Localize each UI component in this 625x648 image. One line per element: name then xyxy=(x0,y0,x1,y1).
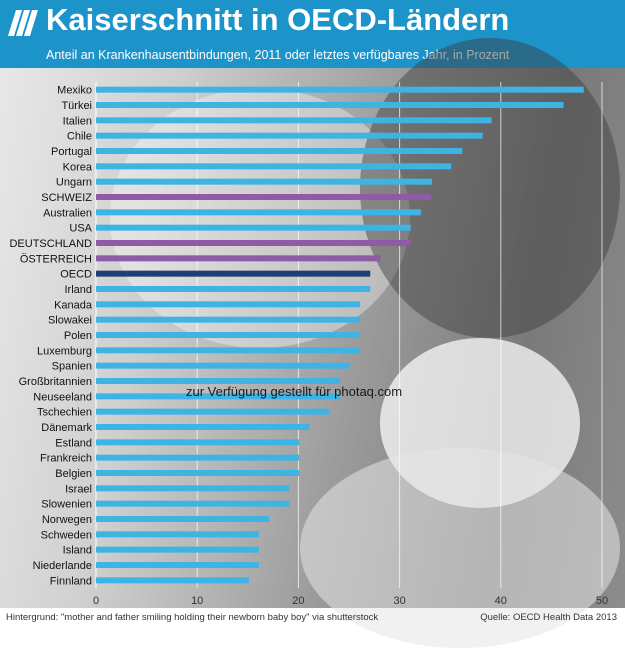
bar-österreich xyxy=(96,255,380,261)
bar-finnland xyxy=(96,577,249,583)
x-tick-label: 50 xyxy=(595,595,609,607)
bar-estland xyxy=(96,439,299,445)
category-label: Israel xyxy=(65,483,92,496)
category-label: OECD xyxy=(60,268,92,281)
category-label: ÖSTERREICH xyxy=(19,253,92,266)
chart-subtitle: Anteil an Krankenhausentbindungen, 2011 oder letztes verfügbares Jahr, in Prozent xyxy=(46,48,510,62)
bar-frankreich xyxy=(96,455,299,461)
bar-korea xyxy=(96,163,451,169)
category-label: Australien xyxy=(43,207,92,220)
category-label: Estland xyxy=(55,437,92,450)
category-label: Dänemark xyxy=(41,422,92,434)
bar-israel xyxy=(96,485,289,491)
bar-türkei xyxy=(96,102,564,108)
bar-usa xyxy=(96,225,411,231)
x-tick-label: 0 xyxy=(92,595,100,607)
bar-schweiz xyxy=(96,194,431,200)
chart-title: Kaiserschnitt in OECD-Ländern xyxy=(46,2,510,37)
category-label: Großbritannien xyxy=(18,376,92,388)
category-label: Türkei xyxy=(61,100,92,112)
x-tick-label: 10 xyxy=(191,595,204,607)
bar-luxemburg xyxy=(96,347,360,353)
bar-niederlande xyxy=(96,562,259,568)
category-label: Spanien xyxy=(51,360,92,373)
category-label: Italien xyxy=(62,115,92,128)
source-note: Quelle: OECD Health Data 2013 xyxy=(480,612,617,623)
category-label: Neuseeland xyxy=(33,391,92,404)
bar-tschechien xyxy=(96,409,330,415)
category-label: Irland xyxy=(64,284,92,296)
category-label: Ungarn xyxy=(55,176,92,189)
category-label: Luxemburg xyxy=(36,345,92,358)
bar-irland xyxy=(96,286,370,292)
bar-chile xyxy=(96,133,483,139)
bar-spanien xyxy=(96,363,350,369)
x-tick-label: 40 xyxy=(494,595,507,607)
category-label: Slowenien xyxy=(41,498,92,511)
bar-island xyxy=(96,547,259,553)
category-label: USA xyxy=(69,222,92,235)
category-label: Finnland xyxy=(49,575,92,588)
category-label: Slowakei xyxy=(47,314,92,327)
category-label: Korea xyxy=(62,161,92,174)
category-label: Frankreich xyxy=(40,452,92,465)
bar-oecd xyxy=(96,271,370,277)
bar-italien xyxy=(96,117,492,123)
bar-kanada xyxy=(96,301,360,307)
bar-dänemark xyxy=(96,424,310,430)
category-label: Island xyxy=(62,544,92,557)
bar-group xyxy=(96,87,584,584)
category-label: Mexiko xyxy=(57,84,92,97)
background-credit: Hintergrund: "mother and father smiling holding their newborn baby boy" via shutterstock xyxy=(6,612,379,623)
bar-mexiko xyxy=(96,87,584,93)
bar-slowakei xyxy=(96,317,360,323)
bar-australien xyxy=(96,209,421,215)
bar-polen xyxy=(96,332,360,338)
category-label: Belgien xyxy=(55,468,92,480)
bar-norwegen xyxy=(96,516,269,522)
category-label: Niederlande xyxy=(32,560,92,572)
watermark-text: zur Verfügung gestellt für photaq.com xyxy=(186,384,403,399)
category-label: DEUTSCHLAND xyxy=(9,238,92,250)
bar-ungarn xyxy=(96,179,432,185)
category-label: Schweden xyxy=(40,529,92,542)
bar-deutschland xyxy=(96,240,411,246)
category-label: Kanada xyxy=(54,299,92,312)
x-tick-label: 30 xyxy=(393,595,406,607)
category-label: Portugal xyxy=(51,146,92,158)
bar-portugal xyxy=(96,148,462,154)
category-label: Norwegen xyxy=(41,514,92,526)
x-tick-label: 20 xyxy=(292,595,305,607)
category-label: SCHWEIZ xyxy=(41,192,92,204)
category-labels xyxy=(9,85,92,588)
category-label: Chile xyxy=(66,130,92,143)
x-axis-ticks xyxy=(93,595,608,607)
bar-schweden xyxy=(96,531,259,537)
bar-slowenien xyxy=(96,501,289,507)
category-label: Tschechien xyxy=(36,406,92,419)
bar-belgien xyxy=(96,470,299,476)
category-label: Polen xyxy=(63,330,92,342)
